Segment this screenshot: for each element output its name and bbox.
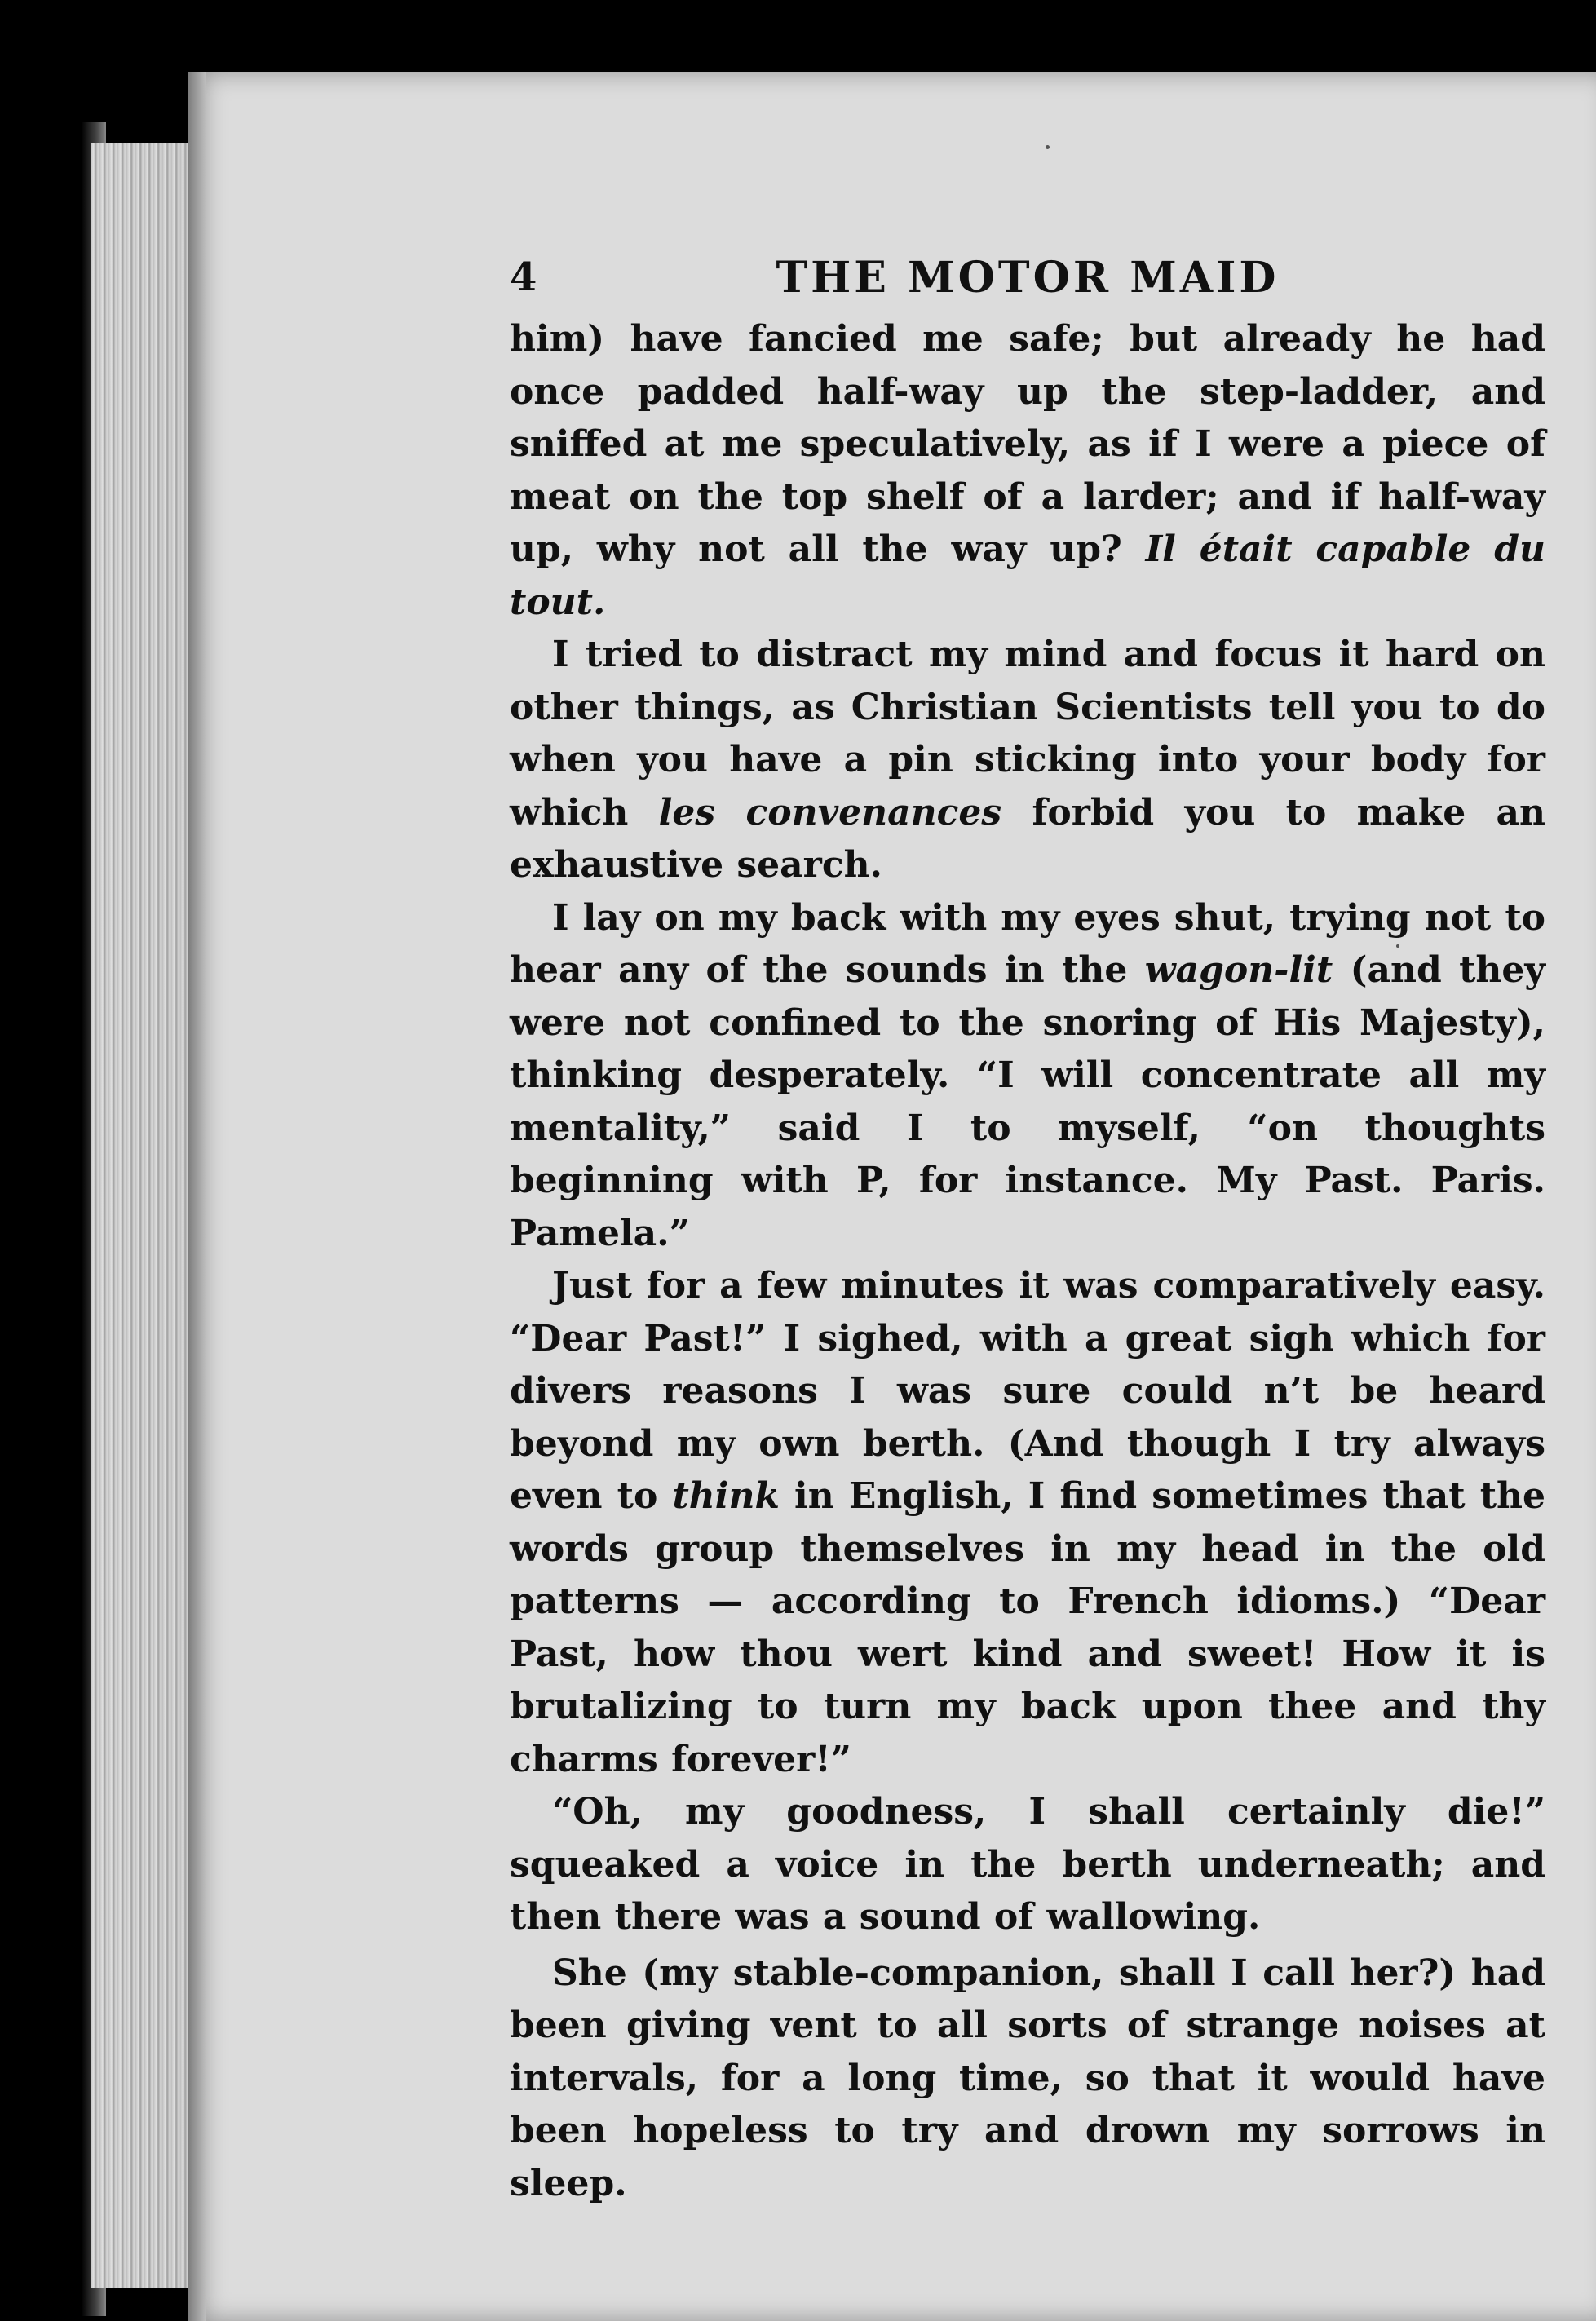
paragraph-1-text: him) have fancied me safe; but already he had once padded half-way up the step-ladder, and sniffed at me speculatively, as if I were a piece of meat on the top shelf of a larder; and if half-way up, why not all the way up? — [510, 318, 1545, 570]
paragraph-3-text-end: (and they were not confined to the snoring of His Majesty), thinking desperately. “I will concentrate all my mentality,” said I to myself, “on thoughts beginning with P, for instance. My Past. Paris. Pamela.” — [510, 949, 1545, 1254]
page-gutter — [188, 72, 206, 2321]
paragraph-5 — [510, 1786, 1545, 1944]
paragraph-2-text: I tried to distract my mind and focus it hard on other things, as Christian Scientists tell you to do when you have a pin sticking into your body for which — [510, 634, 1545, 833]
paragraph-2-text-end: forbid you to make an exhaustive search. — [510, 791, 1545, 886]
page-number: 4 — [510, 254, 537, 300]
paragraph-4-text-end: in English, I find sometimes that the words group themselves in my head in the old patterns — according to French idioms.) “Dear Past, how thou wert kind and sweet! How it is brutalizing to turn my back upon thee and thy charms forever!” — [510, 1475, 1545, 1780]
paragraph-6-text: She (my stable-companion, shall I call her?) had been giving vent to all sorts of strange noises at intervals, for a long time, so that it would have been hopeless to try and drown my sorrows in sleep. — [510, 1952, 1545, 2204]
paragraph-1-italic: Il était capable du tout. — [510, 528, 1545, 623]
paragraph-3-italic: wagon-lit — [1144, 949, 1333, 991]
running-head — [510, 245, 1545, 310]
paragraph-5-text: “Oh, my goodness, I shall certainly die!” squeaked a voice in the berth underneath; and then there was a sound of wallowing. — [510, 1791, 1545, 1938]
dust-speck — [1046, 145, 1050, 149]
paragraph-4-italic: think — [672, 1475, 780, 1517]
book-title: THE MOTOR MAID — [776, 253, 1280, 303]
paragraph-2 — [510, 629, 1545, 892]
paragraph-2-italic: les convenances — [658, 791, 1002, 833]
paragraph-4-text: Just for a few minutes it was comparatively easy. “Dear Past!” I sighed, with a great sigh which for divers reasons I was sure could n’t be heard beyond my own berth. (And though I try always even to — [510, 1265, 1545, 1517]
paragraph-6 — [510, 1947, 1545, 2211]
paragraph-3-text: I lay on my back with my eyes shut, trying not to hear any of the sounds in the — [510, 896, 1545, 991]
paragraph-1 — [510, 313, 1545, 629]
paragraph-4 — [510, 1260, 1545, 1786]
paragraph-3 — [510, 892, 1545, 1261]
page-content — [510, 245, 1545, 2210]
